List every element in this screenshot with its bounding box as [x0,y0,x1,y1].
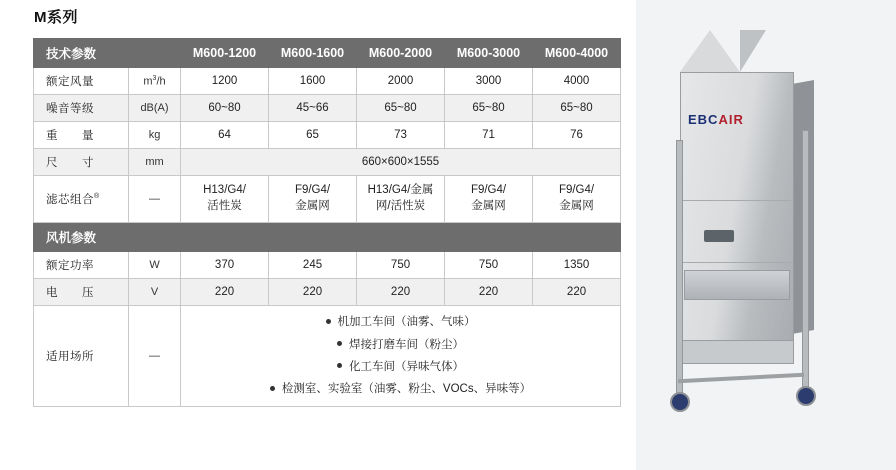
cell-airflow-3: 2000 [357,68,445,95]
list-item-label: 检测室、实验室（油雾、粉尘、VOCs、异味等） [281,383,532,396]
control-vent [704,230,734,242]
table-header-row [34,39,621,68]
brand-logo-first: EBC [688,112,719,127]
row-unit-filter: — [129,176,181,223]
row-label-voltage: 电 压 [34,279,129,306]
cell-filter-3-line1: H13/G4/金属 [367,184,434,197]
page-title: M系列 [34,9,78,26]
brand-logo [688,112,744,127]
panel-seam-line [681,262,791,263]
cell-filter-4-line2: 金属网 [471,200,506,212]
list-item [181,311,620,333]
cell-weight-2: 65 [269,122,357,149]
specification-table [33,38,621,407]
cell-voltage-5: 220 [533,279,621,306]
cell-filter-2-line1: F9/G4/ [294,184,331,197]
machine-hood [680,30,740,72]
machine-base-skirt [680,340,794,364]
cell-noise-1: 60~80 [181,95,269,122]
cell-filter-1 [181,176,269,223]
cell-noise-5: 65~80 [533,95,621,122]
header-model-3: M600-2000 [357,39,445,68]
table-row [34,95,621,122]
cell-filter-5 [533,176,621,223]
cell-filter-5-line1: F9/G4/ [558,184,595,197]
cell-weight-3: 73 [357,122,445,149]
cell-noise-3: 65~80 [357,95,445,122]
cell-airflow-5: 4000 [533,68,621,95]
table-row [34,68,621,95]
wheel-axle [678,373,804,384]
row-unit-voltage: V [129,279,181,306]
bullet-icon [270,386,275,391]
cell-dimension-span: 660×600×1555 [181,149,621,176]
cell-filter-1-line2: 活性炭 [207,200,242,212]
row-label-noise: 噪音等级 [34,95,129,122]
cell-voltage-3: 220 [357,279,445,306]
cell-filter-2-line2: 金属网 [295,200,330,212]
brand-logo-second: AIR [718,112,744,127]
cell-weight-5: 76 [533,122,621,149]
cell-weight-4: 71 [445,122,533,149]
fan-section-header-row [34,223,621,252]
cell-power-2: 245 [269,252,357,279]
air-purifier-illustration [674,30,824,430]
bullet-icon [337,341,342,346]
cell-filter-4-line1: F9/G4/ [470,184,507,197]
row-label-filter [34,176,129,223]
row-label-usage: 适用场所 [34,306,129,407]
cell-voltage-1: 220 [181,279,269,306]
bullet-icon [326,319,331,324]
row-label-dimension: 尺 寸 [34,149,129,176]
header-model-1: M600-1200 [181,39,269,68]
cell-filter-2 [269,176,357,223]
bullet-icon [337,363,342,368]
row-unit-usage: — [129,306,181,407]
row-label-filter-sup: ® [94,193,100,201]
list-item [181,334,620,356]
usage-list [181,306,621,407]
cell-power-3: 750 [357,252,445,279]
list-item-label: 化工车间（异味气体） [349,361,465,373]
row-label-weight: 重 量 [34,122,129,149]
table-row [34,149,621,176]
cell-airflow-1: 1200 [181,68,269,95]
row-unit-power: W [129,252,181,279]
table-row [34,176,621,223]
cell-voltage-2: 220 [269,279,357,306]
table-row [34,122,621,149]
list-item-label: 机加工车间（油雾、气味） [337,316,476,329]
cell-filter-3-line2: 网/活性炭 [375,200,426,212]
cell-power-1: 370 [181,252,269,279]
list-item-label: 焊接打磨车间（粉尘） [349,338,465,351]
header-model-5: M600-4000 [533,39,621,68]
cell-airflow-4: 3000 [445,68,533,95]
support-leg-right [802,130,809,394]
cell-voltage-4: 220 [445,279,533,306]
table-row [34,252,621,279]
row-label-power: 额定功率 [34,252,129,279]
header-model-2: M600-1600 [269,39,357,68]
list-item [181,378,620,400]
row-unit-weight: kg [129,122,181,149]
cell-filter-4 [445,176,533,223]
cell-weight-1: 64 [181,122,269,149]
cell-filter-3 [357,176,445,223]
caster-wheel-left [670,392,690,412]
header-model-4: M600-3000 [445,39,533,68]
cell-noise-4: 65~80 [445,95,533,122]
fan-section-title: 风机参数 [34,223,621,252]
table-row [34,279,621,306]
row-unit-dimension: mm [129,149,181,176]
cell-power-4: 750 [445,252,533,279]
row-label-filter-text: 滤芯组合 [46,194,94,206]
list-item [181,356,620,378]
cell-noise-2: 45~66 [269,95,357,122]
row-unit-noise: dB(A) [129,95,181,122]
cell-filter-1-line1: H13/G4/ [203,184,246,197]
outlet-grille [684,270,790,300]
header-param-label: 技术参数 [34,39,181,68]
support-leg-left [676,140,683,400]
table-row [34,306,621,407]
panel-seam-line [681,200,791,201]
row-unit-airflow: $m^3/h$ [129,68,181,95]
cell-power-5: 1350 [533,252,621,279]
machine-hood-shade [740,30,766,72]
cell-airflow-2: 1600 [269,68,357,95]
cell-filter-5-line2: 金属网 [559,200,594,212]
caster-wheel-right [796,386,816,406]
row-label-airflow: 额定风量 [34,68,129,95]
product-photo [636,0,896,470]
